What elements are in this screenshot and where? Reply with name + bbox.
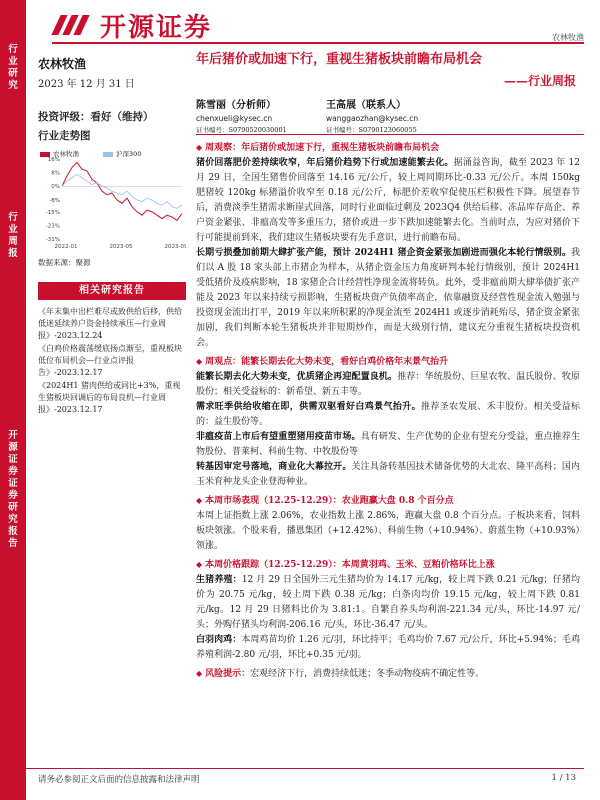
y-tick-label: -8% — [49, 197, 60, 204]
brand-logo — [52, 10, 252, 43]
investment-rating: 投资评级：看好（维持） — [38, 111, 154, 123]
legend-sector: 农林牧渔 — [40, 149, 79, 158]
y-tick-label: -31% — [45, 237, 60, 243]
paragraph: 长期亏损叠加前期大肆扩张产能，预计 2024H1 猪企资金紧张加剧进而强化本轮行情级别。我们以 A 股 18 家头部上市猪企为样本，从猪企资金压力角度研判本轮行情级别，预计 2024H1 受低猪价及疫病影响，18 家猪企合计经营性净现金流将转负。此外，受非瘟前期大肆举债扩张产能及 2023 年以来持续亏损影响，生猪板块资产负债率高企，依靠融资及经营性现金流入勉强与投资现金流出打平，2019 年以来所积累的净现金流至 2024H1 或逐步消耗殆尽，猪企资金紧张加剧，我们判断本轮生猪板块并非短期炒作，而是大级别行情，建议充分重视生猪板块投资机会。 — [196, 248, 580, 348]
footer-divider — [26, 768, 584, 769]
page-number: 1 / 13 — [551, 773, 576, 783]
paragraph: 生猪养殖：12 月 29 日全国外三元生猪均价为 14.17 元/kg，较上周下跌 0.21 元/kg；仔猪均价为 20.75 元/kg，较上周下跌 0.38 元/kg；白条肉均价 19.15 元/kg，较上周下跌 0.81 元/kg。12 月 29 日猪料比价为 3.81:1。自繁自养头均利润-221.34 元/头，环比-14.97 元/头；外购仔猪头均利润-206.16 元/头，环比-36.47 元/头。 — [196, 575, 580, 630]
y-tick-label: -15% — [45, 209, 60, 216]
paragraph: 本周上证指数上涨 2.06%，农业指数上涨 2.86%，跑赢大盘 0.8 个百分点。子板块来看，饲料板块领涨。个股来看，播恩集团（+12.42%）、科前生物（+10.94%）、蔚蓝生物（+10.93%）领涨。 — [196, 511, 580, 551]
author-email[interactable]: wanggaozhan@kysec.cn — [326, 114, 419, 123]
paragraph: 能繁长期去化大势未变，优质猪企再迎配置良机。推荐：华统股份、巨星农牧、温氏股份、牧原股份；相关受益标的：新希望、新五丰等。 — [196, 372, 580, 397]
authors-divider — [196, 134, 584, 135]
series-line-sector — [62, 162, 182, 220]
y-tick-label: 16% — [47, 157, 60, 163]
chart-source: 数据来源：聚源 — [38, 258, 91, 267]
strip-label-industry-research: 行业研究 — [8, 44, 18, 91]
left-sidebar — [38, 55, 186, 417]
logo-mark-icon — [52, 13, 92, 37]
y-tick-label: -23% — [45, 223, 60, 230]
author-name: 陈雪丽（分析师） — [196, 100, 276, 111]
header-sector-tag: 农林牧渔 — [552, 33, 584, 42]
footer-disclaimer: 请务必参阅正文后面的信息披露和法律声明 — [38, 775, 200, 785]
author-cert: 证书编号：S0790520030001 — [196, 126, 287, 134]
related-report-item[interactable]: 《年末集中出栏难尽或致供给后移，供给低迷延续养户资金持续承压—行业周报》-2023.12.24 — [38, 307, 182, 340]
related-reports-list — [38, 306, 186, 416]
related-report-item[interactable]: 《2024H1 猪肉供给或同比+3%，重视生猪板块回调后的布局良机—行业周报》-2023.12.17 — [38, 381, 181, 414]
y-tick-label: 8% — [51, 170, 60, 177]
risk-warning: ◆ 风险提示：宏观经济下行，消费持续低迷；冬季动物疫病不确定性等。 — [196, 666, 580, 682]
author-contact — [326, 96, 486, 134]
left-color-strip — [0, 0, 26, 800]
strip-label-weekly: 行业周报 — [8, 212, 18, 259]
x-tick-label: 2022-01 — [54, 244, 78, 250]
sector-name: 农林牧渔 — [38, 57, 87, 71]
author-name: 王高展（联系人） — [326, 100, 406, 111]
x-tick-label: 2023-05 — [109, 244, 133, 250]
trend-chart-svg — [38, 147, 186, 257]
trend-chart-title: 行业走势图 — [38, 130, 91, 142]
report-body — [196, 140, 580, 682]
report-subtitle: ——行业周报 — [503, 74, 576, 88]
paragraph: 猪价回落肥价差持续收窄，年后猪价趋势下行或加速能繁去化。据涌益咨询，截至 2023 年 12 月 29 日，全国生猪售价回落至 14.16 元/公斤，较上周同期环比-0.33 元/公斤。本周 150kg 肥猪较 120kg 标猪溢价收窄至 0.18 元/公斤，标肥价差收窄促使压栏积极性下降。展望春节后，消费淡季生猪需求断崖式回落，同时行业面临过剩及 2023Q4 供给后移、冻品库存高企、养户资金紧张、非瘟高发等多重压力，猪价或进一步下跌加速能繁去化。当前时点，为应对猪价下行可能提前到来，我们建议生猪板块要有先手意识，进行前瞻布局。 — [196, 158, 580, 243]
report-date: 2023 年 12 月 31 日 — [38, 79, 135, 90]
brand-name: 开源证券 — [100, 12, 213, 43]
trend-chart — [38, 147, 186, 257]
paragraph: 白羽肉鸡：本周鸡苗均价 1.26 元/羽，环比持平；毛鸡均价 7.67 元/公斤，环比+5.94%；毛鸡养殖利润-2.80 元/羽，环比+0.35 元/羽。 — [196, 635, 580, 660]
section-heading: ◆ 周观点：能繁长期去化大势未变，看好白鸡价格年末景气抬升 — [196, 354, 580, 370]
paragraph: 非瘟疫苗上市后有望重塑猪用疫苗市场。具有研发、生产优势的企业有望充分受益，重点推荐生物股份、普莱柯、科前生物、中牧股份等 — [196, 432, 580, 457]
related-reports-heading: 相关研究报告 — [38, 282, 186, 300]
section-heading: ◆ 周观察：年后猪价或加速下行，重视生猪板块前瞻布局机会 — [196, 140, 580, 156]
strip-label-brand-report: 开源证券 证券研究报告 — [8, 430, 18, 549]
legend-index: 沪深300 — [103, 149, 141, 158]
author-email[interactable]: chenxueli@kysec.cn — [196, 114, 273, 123]
paragraph: 需求旺季供给收缩在即，供需双驱看好白鸡景气抬升。推荐圣农发展、禾丰股份。相关受益标的：益生股份等。 — [196, 402, 580, 427]
chart-legend — [40, 149, 141, 158]
x-tick-label: 2023-09 — [164, 244, 186, 250]
section-heading: ◆ 本周市场表现（12.25-12.29）：农业跑赢大盘 0.8 个百分点 — [196, 493, 580, 509]
report-title: 年后猪价或加速下行，重视生猪板块前瞻布局机会 — [196, 52, 483, 67]
author-cert: 证书编号：S0790123060055 — [326, 126, 417, 134]
section-heading: ◆ 本周价格跟踪（12.25-12.29）：本周黄羽鸡、玉米、豆粕价格环比上涨 — [196, 557, 580, 573]
paragraph: 转基因审定号落地，商业化大幕拉开。关注具备转基因技术储备优势的大北农、隆平高科；国内玉米育种龙头企业登海种业。 — [196, 462, 580, 487]
related-report-item[interactable]: 《白鸡价格震荡缓底扬点渐至，重视板块低位布局机会—行业点评报告》-2023.12.17 — [38, 344, 182, 377]
header-divider — [52, 42, 584, 44]
y-tick-label: 0% — [51, 184, 60, 191]
